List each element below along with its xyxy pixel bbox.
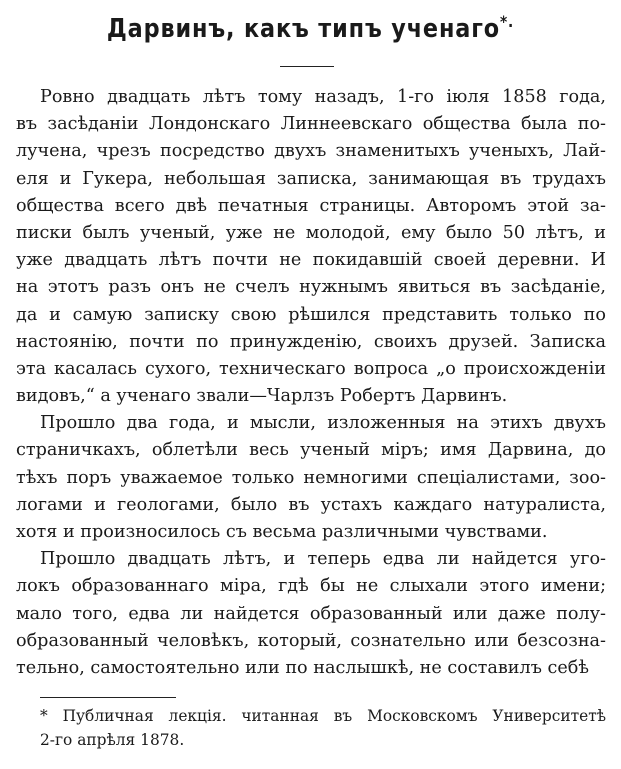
paragraph-2-line: Прошло два года, и мысли, изложенныя на этихъ двухъ [40, 413, 606, 434]
paragraph-2-line: хотя и произносилось съ весьма различными чувствами. [16, 522, 548, 542]
paragraph-1-line: въ засѣданіи Лондонскаго Линнеевскаго общества была по- [16, 114, 606, 135]
title-text: Дарвинъ, какъ типъ ученаго [106, 14, 500, 44]
paragraph-3-line: мало того, едва ли найдется образованный или даже полу- [16, 603, 606, 624]
paragraph-1-line: эта касалась сухого, техническаго вопроса „о происхожденіи [16, 358, 606, 379]
paragraph-2-line: логами и геологами, было въ устахъ каждаго натуралиста, [16, 494, 606, 515]
paragraph-1-line: да и самую записку свою рѣшился представить только по [16, 304, 606, 325]
paragraph-3-line: Прошло двадцать лѣтъ, и теперь едва ли найдется уго- [40, 549, 606, 570]
footnote [40, 704, 606, 752]
paragraph-1-line: видовъ,“ а ученаго звали—Чарлзъ Робертъ Дарвинъ. [16, 386, 508, 407]
paragraph-1-line: уже двадцать лѣтъ почти не покидавшій своей деревни. И [16, 250, 606, 271]
paragraph-1-line: лучена, чрезъ посредство двухъ знаменитыхъ ученыхъ, Лай- [16, 141, 606, 162]
paragraph-3-line: локъ образованнаго міра, гдѣ бы не слыхали этого имени; [16, 576, 606, 597]
paragraph-1-line: писки былъ ученый, уже не молодой, ему было 50 лѣтъ, и [16, 222, 606, 243]
footnote-divider [40, 697, 176, 698]
page-title [43, 14, 577, 44]
paragraph-2-line: тѣхъ поръ уважаемое только немногими спеціалистами, зоо- [16, 467, 606, 488]
title-footnote-mark: *. [499, 12, 515, 31]
paragraph-3-line: тельно, самостоятельно или по наслышкѣ, не составилъ себѣ [16, 657, 589, 678]
paragraph-1-line: настоянію, почти по принужденію, своихъ друзей. Записка [16, 331, 606, 352]
paragraph-1-line: еля и Гукера, небольшая записка, занимающая въ трудахъ [16, 168, 606, 189]
paragraph-1-line: общества всего двѣ печатныя страницы. Авторомъ этой за- [16, 195, 606, 216]
footnote-line: * Публичная лекція. читанная въ Московскомъ Университетѣ [40, 707, 606, 725]
paragraph-1-line: на этотъ разъ онъ не счелъ нужнымъ явиться въ засѣданіе, [16, 277, 606, 298]
paragraph-3-line: образованный человѣкъ, который, сознательно или безсозна- [16, 630, 606, 651]
paragraph-2-line: страничкахъ, облетѣли весь ученый міръ; имя Дарвина, до [16, 440, 606, 461]
title-divider [280, 66, 334, 67]
footnote-line: 2-го апрѣля 1878. [40, 731, 185, 749]
body-text [16, 84, 606, 682]
paragraph-1-line: Ровно двадцать лѣтъ тому назадъ, 1-го іюля 1858 года, [40, 87, 606, 107]
